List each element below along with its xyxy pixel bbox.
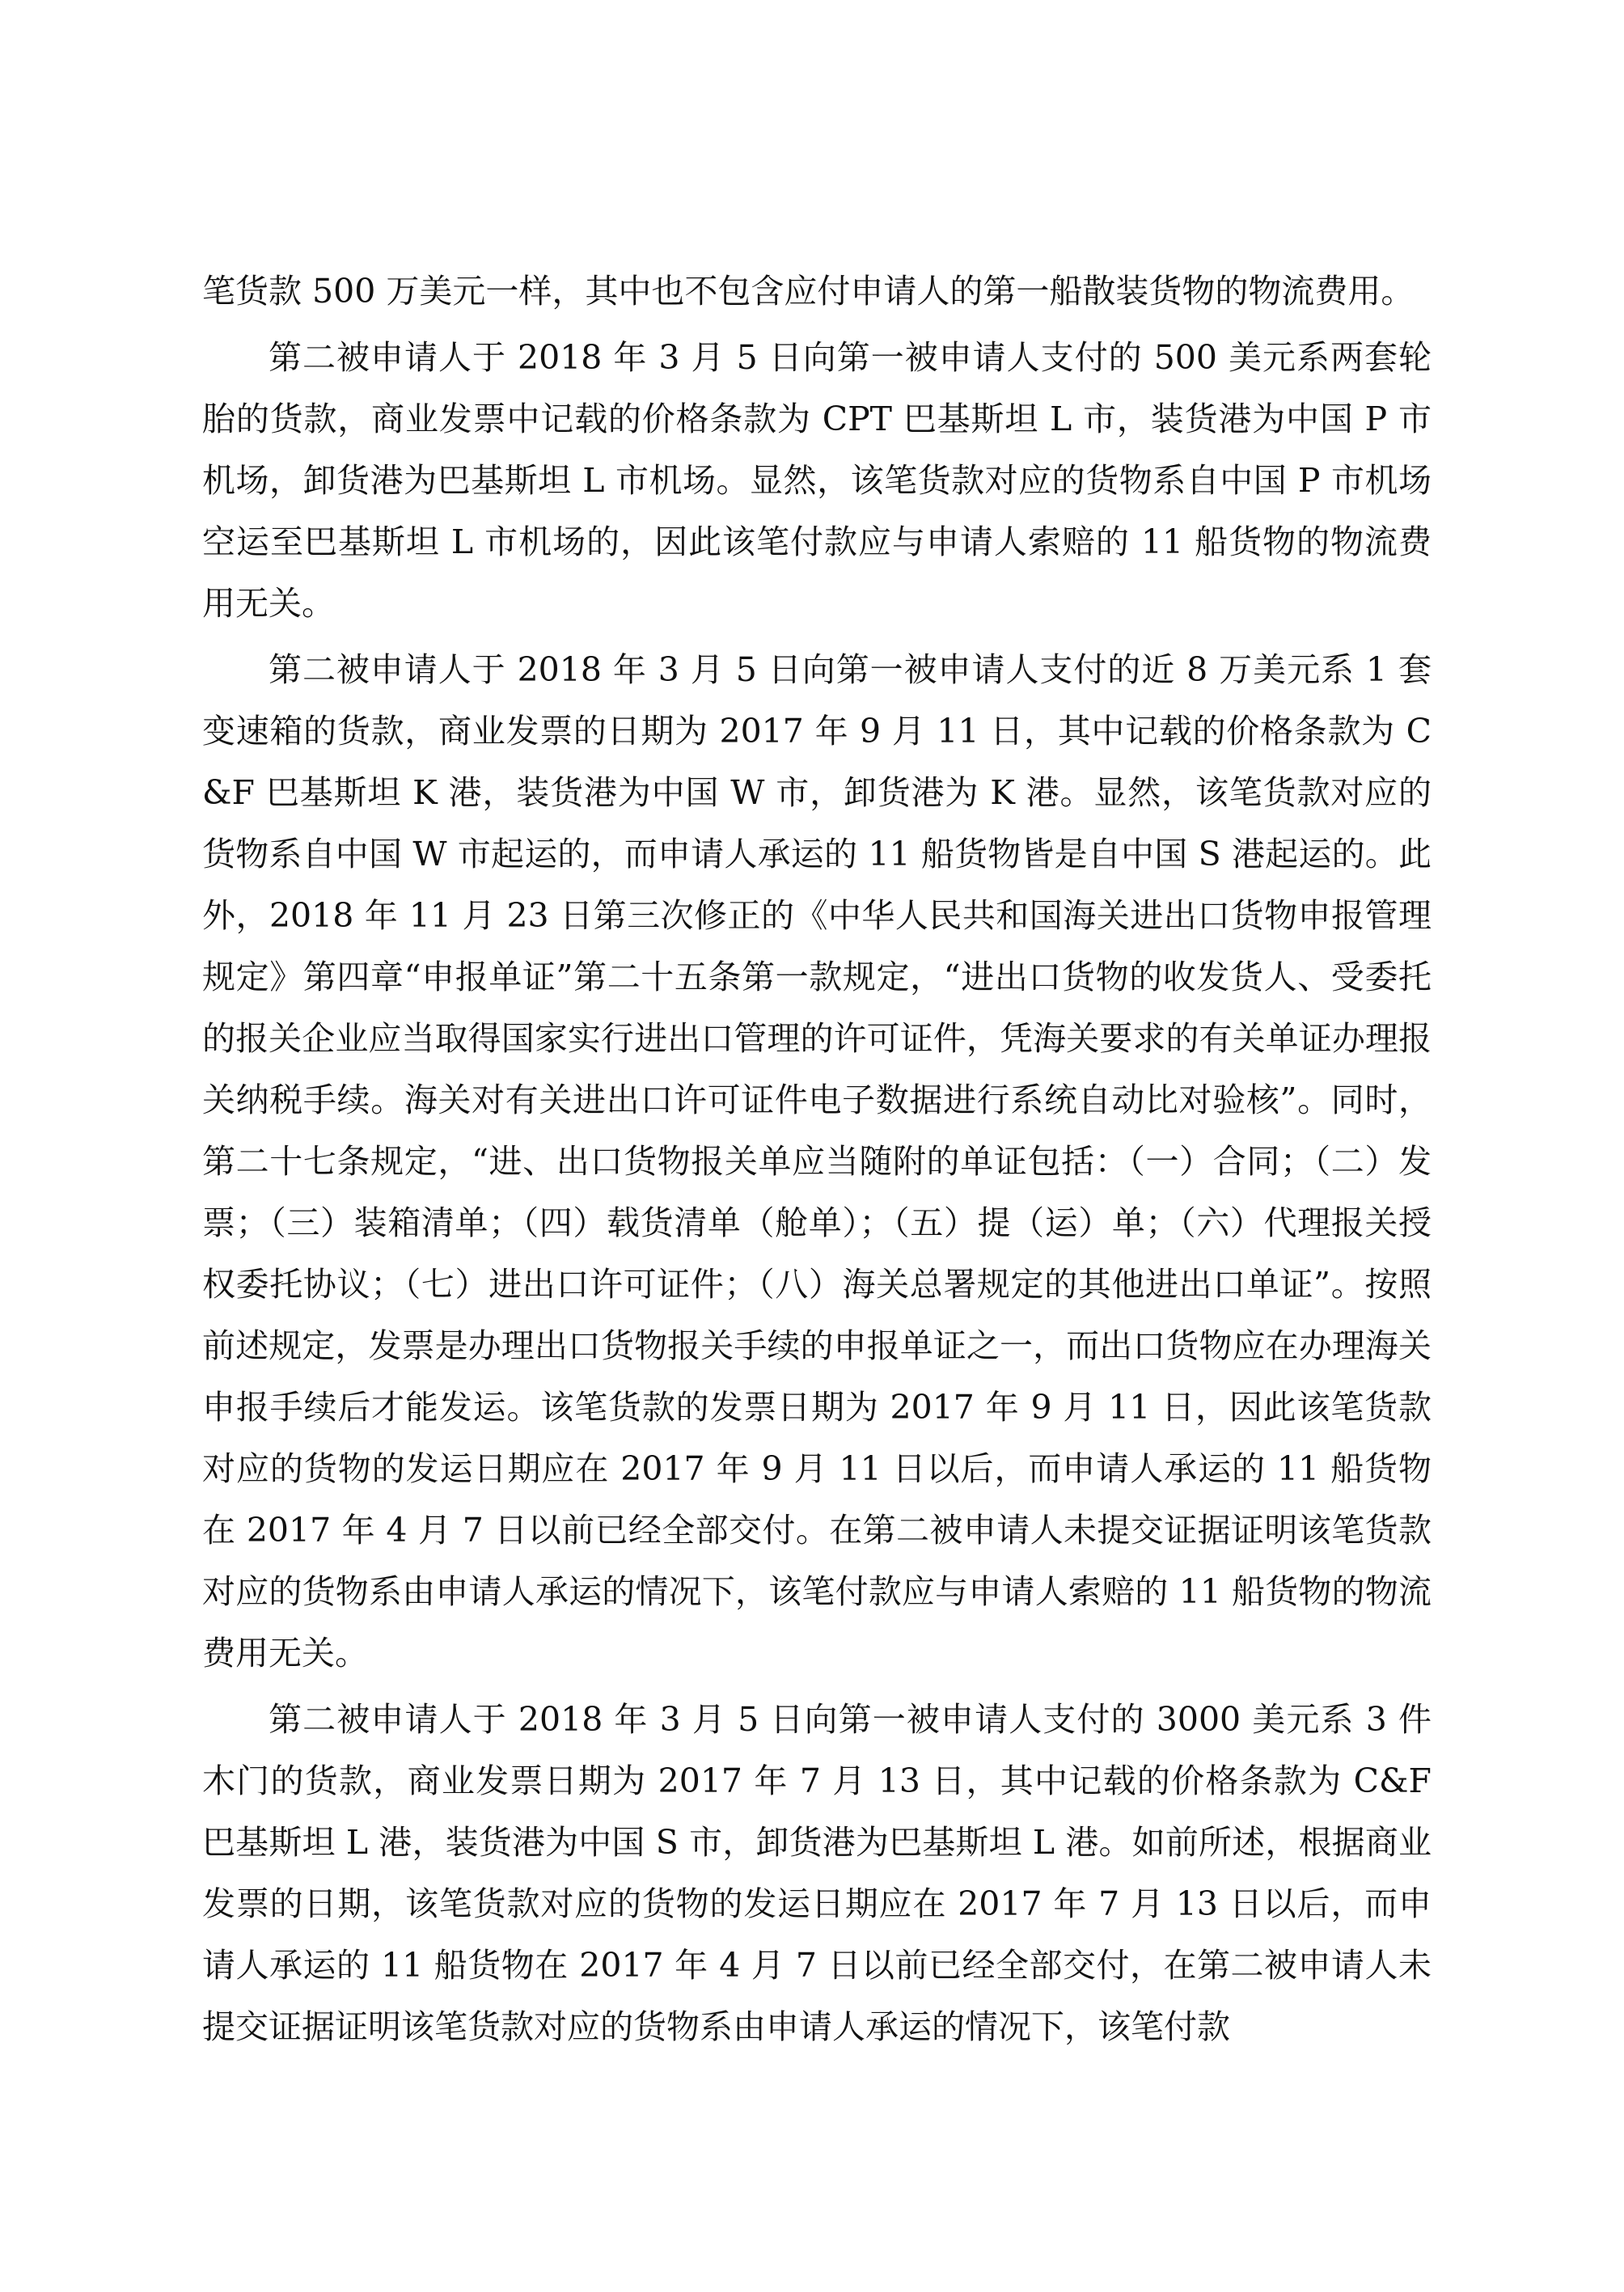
paragraph-gearbox-payment: 第二被申请人于 2018 年 3 月 5 日向第一被申请人支付的近 8 万美元系 1 套变速箱的货款，商业发票的日期为 2017 年 9 月 11 日，其中记载的价格条款为 C&F 巴基斯坦 K 港，装货港为中国 W 市，卸货港为 K 港。显然，该笔货款对应的货物系自中国 W 市起运的，而申请人承运的 11 船货物皆是自中国 S 港起运的。此外，2018 年 11 月 23 日第三次修正的《中华人民共和国海关进出口货物申报管理规定》第四章“申报单证”第二十五条第一款规定，“进出口货物的收发货人、受委托的报关企业应当取得国家实行进出口管理的许可证件，凭海关要求的有关单证办理报关纳税手续。海关对有关进出口许可证件电子数据进行系统自动比对验核”。同时，第二十七条规定，“进、出口货物报关单应当随附的单证包括：（一）合同；（二）发票；（三）装箱清单；（四）载货清单（舱单）；（五）提（运）单；（六）代理报关授权委托协议；（七）进出口许可证件；（八）海关总署规定的其他进出口单证”。按照前述规定，发票是办理出口货物报关手续的申报单证之一，而出口货物应在办理海关申报手续后才能发运。该笔货款的发票日期为 2017 年 9 月 11 日，因此该笔货款对应的货物的发运日期应在 2017 年 9 月 11 日以后，而申请人承运的 11 船货物在 2017 年 4 月 7 日以前已经全部交付。在第二被申请人未提交证据证明该笔货款对应的货物系由申请人承运的情况下，该笔付款应与申请人索赔的 11 船货物的物流费用无关。 [202, 650, 1432, 1672]
paragraph-continuation: 笔货款 500 万美元一样，其中也不包含应付申请人的第一船散装货物的物流费用。 [202, 272, 1415, 311]
document-body [202, 260, 1432, 2062]
paragraph-wooden-door-payment: 第二被申请人于 2018 年 3 月 5 日向第一被申请人支付的 3000 美元系 3 件木门的货款，商业发票日期为 2017 年 7 月 13 日，其中记载的价格条款为 C&F 巴基斯坦 L 港，装货港为中国 S 市，卸货港为巴基斯坦 L 港。如前所述，根据商业发票的日期，该笔货款对应的货物的发运日期应在 2017 年 7 月 13 日以后，而申请人承运的 11 船货物在 2017 年 4 月 7 日以前已经全部交付，在第二被申请人未提交证据证明该笔货款对应的货物系由申请人承运的情况下，该笔付款 [202, 1700, 1432, 2046]
paragraph-tire-payment: 第二被申请人于 2018 年 3 月 5 日向第一被申请人支付的 500 美元系两套轮胎的货款，商业发票中记载的价格条款为 CPT 巴基斯坦 L 市，装货港为中国 P 市机场，卸货港为巴基斯坦 L 市机场。显然，该笔货款对应的货物系自中国 P 市机场空运至巴基斯坦 L 市机场的，因此该笔付款应与申请人索赔的 11 船货物的物流费用无关。 [202, 338, 1432, 623]
